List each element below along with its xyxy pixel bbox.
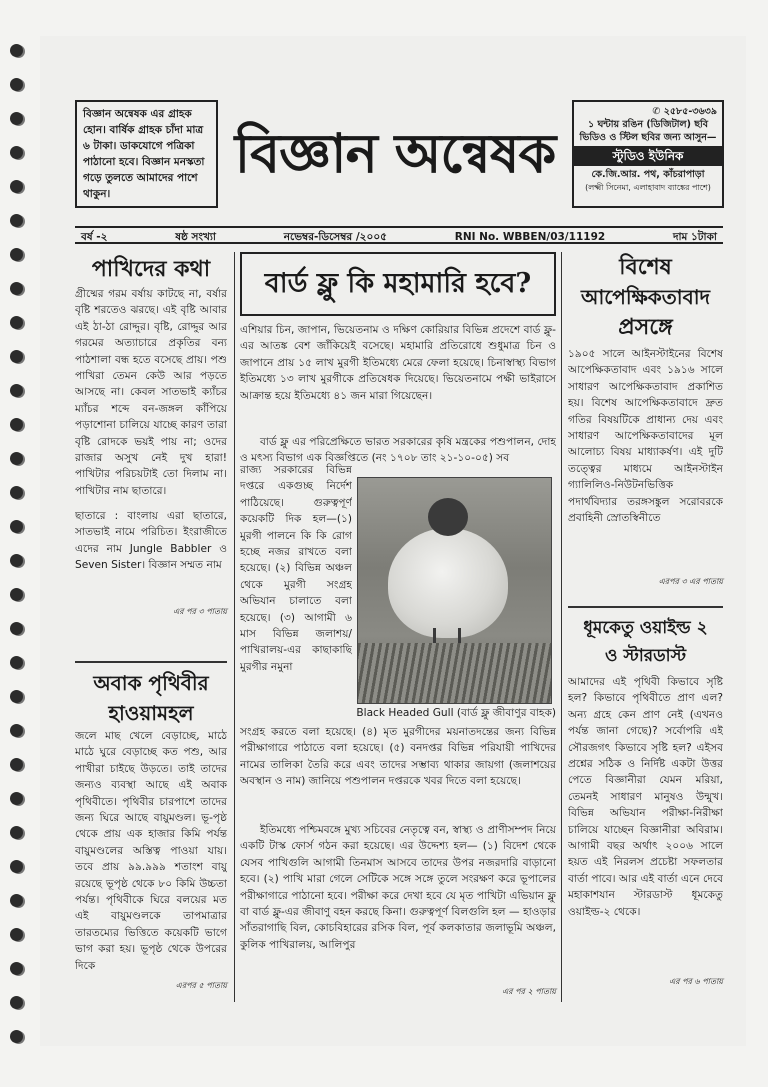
rni-number: RNI No. WBBEN/03/11192 <box>454 231 606 243</box>
binding-hole <box>10 180 23 193</box>
article-body-task-force: ইতিমধ্যে পশ্চিমবঙ্গে মুখ্য সচিবের নেতৃত্বে বন, স্বাস্থ্য ও প্রাণীসম্পদ নিয়ে একটি টাস্ক ফোর্স গঠন করা হয়েছে। এর উদ্দেশ্য হল— (১) বিদেশ থেকে যেসব পাখিগুলি আগামী তিনমাস আসবে তাদের উপর নজরদারি বাড়ানো হবে। (২) পাখি মারা গেলে সেটিকে সঙ্গে সঙ্গে তুলে সংরক্ষণ করে ভূপালের পরীক্ষাগারে পাঠানো হবে। পরীক্ষা করে দেখা হবে যে মৃত পাখিটা এভিয়ান ফ্লু বা বার্ড ফ্লু-এর জীবাণু বহন করছে কিনা। গুরুত্বপূর্ণ বিলগুলি হল — হাওড়ার সাঁতরাগাছি বিল, কোচবিহারের রসিক বিল, পূর্ব কলকাতার জলাভূমি অঞ্চল, কুলিক পাখিরালয়, আলিপুর <box>240 824 556 951</box>
masthead <box>75 100 723 218</box>
binding-hole <box>10 418 23 431</box>
binding-hole <box>10 962 23 975</box>
binding-hole <box>10 486 23 499</box>
photo-black-headed-gull <box>357 477 552 704</box>
binding-hole <box>10 350 23 363</box>
issue-year: বর্ষ -২ <box>81 231 108 243</box>
continued-note: এর পর ৩ পাতায় <box>173 607 227 616</box>
article-heading-birds: পাখিদের কথা <box>91 256 211 282</box>
binding-hole <box>10 996 23 1009</box>
binding-hole <box>10 690 23 703</box>
binding-hole <box>10 894 23 907</box>
newspaper-title: বিজ্ঞান অন্বেষক <box>234 121 556 185</box>
binding-hole <box>10 520 23 533</box>
binding-hole <box>10 248 23 261</box>
article-body-atmosphere: জলে মাছ খেলে বেড়াচ্ছে, মাঠে মাঠে ঘুরে বেড়াচ্ছে কত পশু, আর পাখীরা চাইছে উড়তে। তাই তাদের জন্যও ব্যবস্থা আছে এই অবাক পৃথিবীতে। পৃথিবীর চারপাশে তাদের জন্য ঘিরে আছে বায়ুমণ্ডল। ভূ-পৃষ্ঠ থেকে প্রায় এক হাজার কিমি পর্যন্ত বায়ুমণ্ডলের অস্তিত্ব পাওয়া যায়। তবে প্রায় ৯৯.৯৯৯ শতাংশ বায়ু রয়েছে ভূপৃষ্ঠ থেকে ৮০ কিমি উচ্চতা পর্যন্ত। পৃথিবীকে ঘিরে বলয়ের মত এই বায়ুমণ্ডলকে তাপমাত্রার তারতম্যের ভিত্তিতে কয়েকটি ভাগে ভাগ করা হয়। ভূপৃষ্ঠ থেকে উপরের দিকে <box>75 730 227 972</box>
center-column <box>240 252 556 468</box>
grass-background <box>358 643 551 703</box>
studio-ad-line2: ভিডিও ও স্টিল ছবির জন্য আসুন— <box>579 132 717 143</box>
studio-phone: ✆ ২৫৮৫-৩৬৩৯ <box>652 106 717 117</box>
article-heading-relativity-3: প্রসঙ্গে <box>618 314 673 340</box>
studio-ad-line1: ১ ঘন্টায় রঙিন (ডিজিটাল) ছবি <box>587 119 709 130</box>
issue-info-bar <box>75 226 723 244</box>
article-body-bird-flu-intro: এশিয়ার চিন, জাপান, ভিয়েতনাম ও দক্ষিণ কোরিয়ার বিভিন্ন প্রদেশে বার্ড ফ্লু-এর আতঙ্ক বেশ জাঁকিয়েই বসেছে। মহামারি প্রতিরোধে শুধুমাত্র চিন ও জাপানে প্রায় ১৫ লাখ মুরগী ইতিমধ্যে মেরে ফেলা হয়েছে। চিনাস্বাস্থ্য বিভাগ ইতিমধ্যে ১৩ লাখ মুরগীকে প্রতিষেধক দিয়েছে। ভিয়েতনামে পক্ষী ভাইরাসে আক্রান্ত হয়ে ইতিমধ্যে ৪১ জন মারা গিয়েছেন। <box>240 324 556 402</box>
studio-address-note: (লক্ষ্মী সিনেমা, এলাহাবাদ ব্যাঙ্কের পাশে) <box>585 183 711 192</box>
studio-name: স্টুডিও ইউনিক <box>574 146 722 166</box>
section-divider <box>75 661 227 663</box>
binding-hole <box>10 622 23 635</box>
column-divider <box>561 252 562 1002</box>
left-column-lower <box>75 668 227 992</box>
binding-hole <box>10 1030 23 1043</box>
column-divider <box>234 252 235 1002</box>
binding-hole <box>10 282 23 295</box>
section-divider <box>568 606 723 608</box>
article-heading-comet-2: ও স্টারডাস্ট <box>604 646 686 666</box>
binding-hole <box>10 316 23 329</box>
photo-caption: Black Headed Gull (বার্ড ফ্লু জীবাণুর বাহক) <box>356 707 556 719</box>
continued-note: এর পর ৬ পাতায় <box>669 977 723 986</box>
article-heading-relativity-2: আপেক্ষিকতাবাদ <box>580 285 711 309</box>
article-body-directives: রাজ্য সরকারের বিভিন্ন দপ্তরে একগুচ্ছ নির্দেশ পাঠিয়েছে। গুরুত্বপূর্ণ কয়েকটি দিক হল—(১) মুরগী পালনে কি কি রোগ হচ্ছে নজর রাখতে বলা হয়েছে। (২) বিভিন্ন অঞ্চল থেকে মুরগী সংগ্রহ অভিযান চালাতে বলা হয়েছে। (৩) আগামী ৬ মাস বিভিন্ন জলাশয়/পাখিরালয়-এর কাছাকাছি মুরগীর নমুনা <box>240 464 352 673</box>
continued-note: এরপর ৩ এর পাতায় <box>658 577 723 586</box>
binding-hole <box>10 78 23 91</box>
binding-hole <box>10 724 23 737</box>
binding-hole <box>10 44 23 57</box>
article-heading-comet-1: ধূমকেতু ওয়াইল্ড ২ <box>583 618 708 638</box>
issue-number: ষষ্ঠ সংখ্যা <box>175 231 216 243</box>
gull-body <box>388 528 508 638</box>
binding-hole <box>10 792 23 805</box>
continued-note: এর পর ২ পাতায় <box>502 987 556 996</box>
binding-hole <box>10 656 23 669</box>
spiral-binding-holes <box>10 44 30 1064</box>
center-column-lower <box>240 724 556 998</box>
article-body-birds: গ্রীষ্মের গরম বর্ষায় কাটছে না, বর্ষার বৃষ্টি শরতেও ঝরছে। এই বৃষ্টি আবার এই ঠা-ঠা রোদ্দুর। বৃষ্টি, রোদ্দুর আর গরমের অত্যাচারে প্রকৃতির বন্য পাঠশালা বন্ধ হতে বসেছে প্রায়। পশু পাখিরা তেমন কেউ আর পড়তে আসছে না। কেবল সাতভাই ক্যাঁচর ম্যাঁচর শব্দে বন-জঙ্গল কাঁপিয়ে পড়াশোনা চালিয়ে যাচ্ছে কারণ তারা বৃষ্টি রোদকে ভয়ই পায় না; ওদের রাজার অসুখ নেই দুখ হারা! পাখিটার পরিচয়টাই তো দিলাম না। পাখিটার নাম ছাতারে। <box>75 288 227 497</box>
binding-hole <box>10 384 23 397</box>
binding-hole <box>10 112 23 125</box>
binding-hole <box>10 146 23 159</box>
studio-ad-box <box>572 100 724 208</box>
binding-hole <box>10 758 23 771</box>
binding-hole <box>10 452 23 465</box>
article-body-comet: আমাদের এই পৃথিবী কিভাবে সৃষ্টি হল? কিভাবে পৃথিবীতে প্রাণ এল? অন্য গ্রহে কেন প্রাণ নেই (এখনও পর্যন্ত জানা গেছে)? সর্বোপরি এই সৌরজগৎ কিভাবে সৃষ্টি হল? এইসব প্রশ্নের সঠিক ও নির্দিষ্ট একটা উত্তর পেতে বিজ্ঞানীরা যেমন মরিয়া, তেমনই সাধারণ মানুষও উন্মুখ। বিভিন্ন অভিযান পরীক্ষা-নিরীক্ষা চালিয়ে যাচ্ছেন বিজ্ঞানীরা অবিরাম। আগামী বছর অর্থাৎ ২০০৬ সালে হয়ত এই নিরলস প্রচেষ্টা সফলতার বার্তা পাবে। আর এই বার্তা এনে দেবে মহাকাশযান স্টারডাস্ট ধূমকেতু ওয়াইল্ড-২ থেকে। <box>568 676 723 918</box>
studio-address: কে.জি.আর. পথ, কাঁচরাপাড়া <box>591 169 705 180</box>
binding-hole <box>10 588 23 601</box>
binding-hole <box>10 928 23 941</box>
price: দাম ১টাকা <box>672 231 717 243</box>
binding-hole <box>10 554 23 567</box>
binding-hole <box>10 860 23 873</box>
gull-head <box>428 498 468 536</box>
subscription-notice: বিজ্ঞান অন্বেষক এর গ্রাহক হোন। বার্ষিক গ্রাহক চাঁদা মাত্র ৬ টাকা। ডাকযোগে পত্রিকা পাঠানো হবে। বিজ্ঞান মনস্কতা গড়ে তুলতে আমাদের পাশে থাকুন। <box>83 108 205 200</box>
right-column-lower <box>568 614 723 988</box>
article-body-babbler: ছাতারে : বাংলায় এরা ছাতারে, সাতভাই নামে পরিচিত। ইংরাজীতে এদের নাম Jungle Babbler ও Seven Sister। বিজ্ঞান সম্মত নাম <box>75 510 227 572</box>
continued-note: এরপর ৫ পাতায় <box>175 981 227 990</box>
article-heading-atmosphere: অবাক পৃথিবীর হাওয়ামহল <box>93 671 209 725</box>
issue-month: নভেম্বর-ডিসেম্বর /২০০৫ <box>283 231 387 243</box>
article-heading-relativity-1: বিশেষ <box>619 254 672 280</box>
binding-hole <box>10 826 23 839</box>
subscription-notice-box <box>75 100 218 208</box>
article-body-relativity: ১৯০৫ সালে আইনস্টাইনের বিশেষ আপেক্ষিকতাবাদ এবং ১৯১৬ সালে সাধারণ আপেক্ষিকতাবাদ প্রকাশিত হয়। বিশেষ আপেক্ষিকতাবাদে দ্রুত গতির বিষয়টিকে প্রাধান্য দেয় এবং সাধারণ আপেক্ষিকতাবাদের মূল আলোচ্য বিষয় মাধ্যাকর্ষণ। এই দুটি তত্ত্বের মাধ্যমে আইনস্টাইন গ্যালিলিও-নিউটনভিত্তিক পদার্থবিদ্যার তরঙ্গসঙ্কুল সরোবরকে প্রবাহিনী স্রোতস্বিনীতে <box>568 348 723 525</box>
headline-bird-flu: বার্ড ফ্লু কি মহামারি হবে? <box>240 252 556 316</box>
left-column <box>75 252 227 618</box>
article-body-bird-flu-notice: বার্ড ফ্লু এর পরিপ্রেক্ষিতে ভারত সরকারের কৃষি মন্ত্রকের পশুপালন, দোহ ও মৎস্য বিভাগ এক বিজ্ঞপ্তিতে (নং ১৭০৮ তাং ২১-১০-০৫) সব <box>240 436 556 465</box>
article-body-bird-flu-measures: সংগ্রহ করতে বলা হয়েছে। (৪) মৃত মুরগীদের ময়নাতদন্তের জন্য বিভিন্ন পরীক্ষাগারে পাঠাতে বলা হয়েছে। (৫) বনদপ্তর বিভিন্ন পরিযায়ী পাখিদের নামের তালিকা তৈরি করে এবং তাদের সম্ভাব্য থাকার জায়গা (জলাশয়ের অবস্থান ও নাম) জানিয়ে পশুপালন দপ্তরকে খবর দিতে বলা হয়েছে। <box>240 726 556 788</box>
binding-hole <box>10 214 23 227</box>
right-column <box>568 252 723 588</box>
